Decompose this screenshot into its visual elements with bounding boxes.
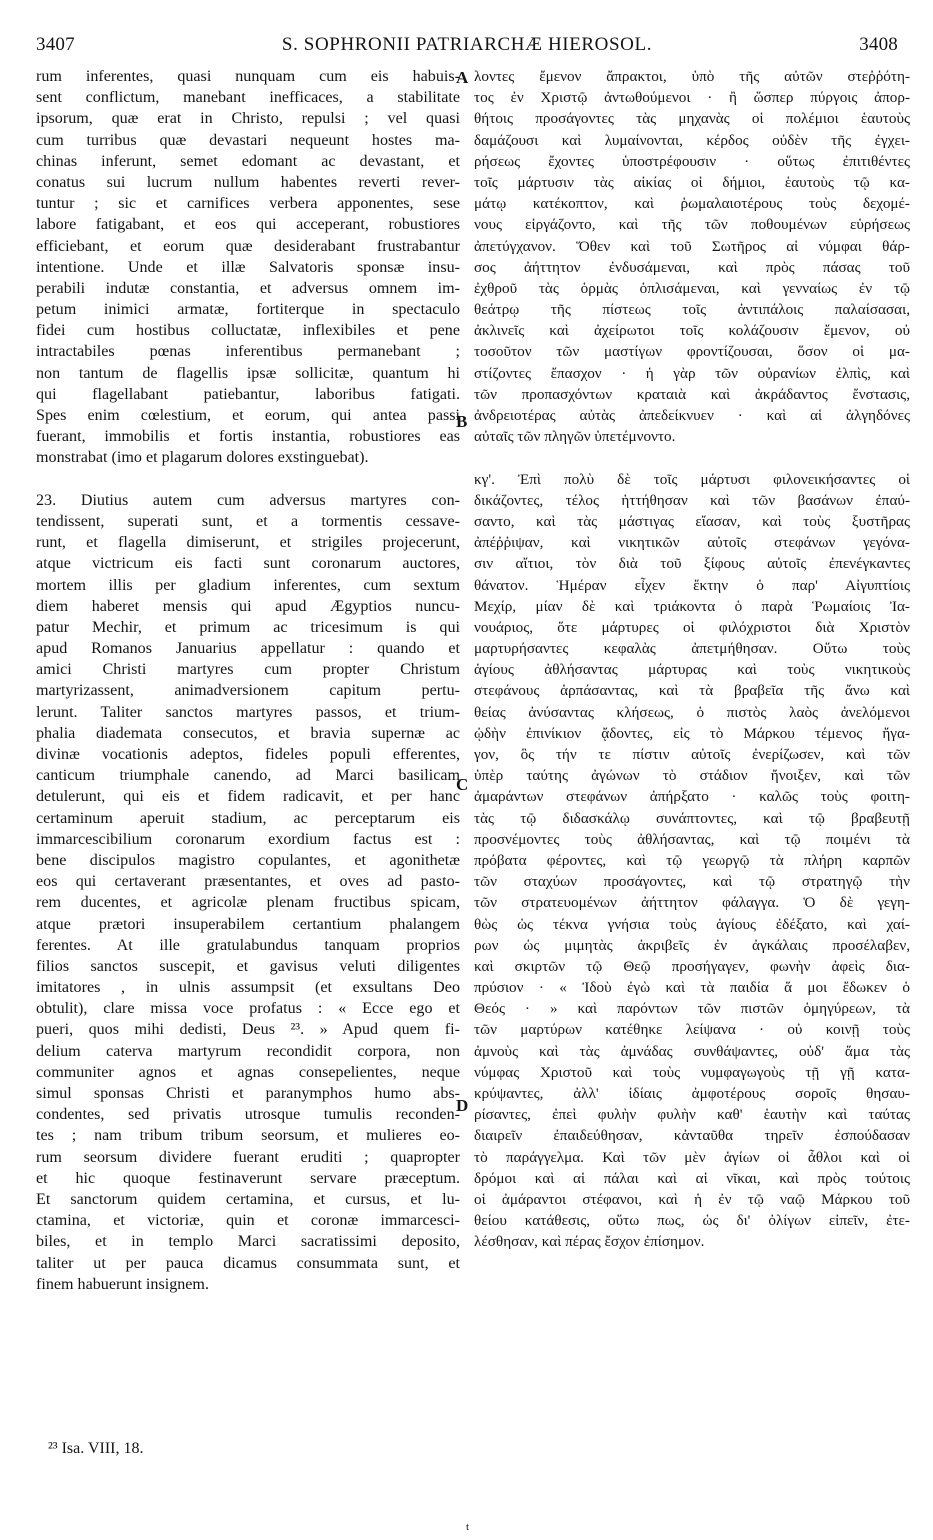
latin-text-line: taliter ut per pauca dicamus consummata sunt, et xyxy=(36,1254,460,1272)
greek-text-line: ρήσεως ἔχοντες ὑποστρέφουσιν · οὕτως ἐπιτιθέντες xyxy=(474,152,910,170)
latin-text-line: diem haberet mensis qui apud Ægyptios nuncu- xyxy=(36,597,460,615)
greek-text-line: ἀπετύγχανον. Ὅθεν καὶ τοῦ Σωτῆρος αἱ νύμφαι θάρ- xyxy=(474,237,910,255)
running-title: S. SOPHRONII PATRIARCHÆ HIEROSOL. xyxy=(281,34,653,55)
greek-text-line: τῶν μαρτύρων κατέθηκε λείψανα · οὐ κοινῇ τοὺς xyxy=(474,1021,910,1039)
latin-text-line: Et sanctorum quidem certamina, et cursus, et lu- xyxy=(36,1190,460,1208)
latin-text-line: martyrizassent, animadversionem capitum pertu- xyxy=(36,682,460,700)
latin-text-line: chinas inferunt, semet edomant ac devastant, et xyxy=(36,152,460,170)
greek-text-line: πρόβατα φέροντες, καὶ τῷ γεωργῷ τὰ πλήρη καρπῶν xyxy=(474,851,910,869)
greek-text-line: ἁγίους ἀθλήσαντας μάρτυρας καὶ τοὺς νικητικοὺς xyxy=(474,661,910,679)
latin-text-line: filios sanctos suscepit, et gavisus veluti diligentes xyxy=(36,957,460,975)
latin-text-line: efficiebant, et eorum quæ desiderabant frustrabantur xyxy=(36,237,460,255)
margin-marker-c: C xyxy=(456,775,469,794)
greek-text-line: ἀμαράντων στεφάνων ἀπήρξατο · καλῶς τοὺς φοιτη- xyxy=(474,788,910,806)
latin-text-line: rum inferentes, quasi nunquam cum eis habuis- xyxy=(36,68,460,85)
greek-text-line: σιν αἴτιοι, τὸν διὰ τοῦ ξίφους αὐτοῖς ἐπενέγκαντες xyxy=(474,555,910,573)
greek-text-line: διαιρεῖν ἐπαιδεύθησαν, κἀνταῦθα τηρεῖν ἐσπούδασαν xyxy=(474,1127,910,1145)
latin-text-line: cum turribus quæ devastari nequeunt hostes ma- xyxy=(36,131,460,149)
greek-text-line: στίζοντες ἔπασχον · ἡ γὰρ τῶν οὐρανίων ἐλπὶς, καὶ xyxy=(474,364,910,382)
greek-text-line: σος ἀήττητον ἐνδυσάμεναι, καὶ πρὸς πάσας τοῦ xyxy=(474,258,910,276)
latin-text-line: imitatores , in ulnis assumpsit (et exsultans Deo xyxy=(36,979,460,997)
greek-text-line: τῶν σταχύων προσάγοντες, καὶ τῷ στρατηγῷ τὴν xyxy=(474,873,910,891)
latin-text-line: mortem illis per gladium inferentes, cum sextum xyxy=(36,576,460,594)
greek-text-line: οἱ ἀμάραντοι στέφανοι, καὶ ἡ ἐν τῷ ναῷ Μάρκου τοῦ xyxy=(474,1190,910,1208)
latin-text-line: divinæ vocationis adeptos, fideles populi efferentes, xyxy=(36,746,460,763)
greek-text-line: καὶ σκιρτῶν τῷ Θεῷ προσήγαγεν, φωνὴν ἀφεὶς δια- xyxy=(474,957,910,975)
latin-text-line: finem habuerunt insignem. xyxy=(36,1275,209,1293)
latin-text-line: phalia diademata consecutos, et bravia supernæ ac xyxy=(36,724,460,742)
page-number-left: 3407 xyxy=(36,34,75,55)
greek-text-line: ἀνδρειοτέρας αὐτὰς ἀπεδείκνυεν · καὶ αἱ ἀλγηδόνες xyxy=(474,407,910,424)
latin-text-line: patur Mechir, et primum ac tricesimum is qui xyxy=(36,618,460,636)
greek-text-line: τοῖς μάρτυσιν τὰς αἰκίας οἱ δήμιοι, ἑαυτοὺς τῷ κα- xyxy=(474,173,910,191)
greek-text-line: ἀμνοὺς καὶ τὰς ἀμνάδας συνθάψαντες, οὐδ' ἅμα τὰς xyxy=(474,1042,910,1060)
latin-text-line: rum seorsum dividere fuerant eruditi ; quapropter xyxy=(36,1148,460,1166)
greek-text-line: προσνέμοντες τοὺς ἀθλήσαντας, καὶ τῷ ποιμένι τὰ xyxy=(474,830,910,848)
latin-text-line: runt, et flagella dimiserunt, et strigiles projecerunt, xyxy=(36,534,460,552)
greek-text-line: στεφάνους ἁρπάσαντας, καὶ τὰ βραβεῖα τῆς ἄνω καὶ xyxy=(474,682,910,700)
latin-text-line: rem ducentes, et agricolæ plenam fructibus spicam, xyxy=(36,894,460,912)
greek-text-line: νουάριος, ὅτε μάρτυρες οἱ φιλόχριστοι διὰ Χριστὸν xyxy=(474,618,910,636)
greek-text-line: κρύψαντες, ἀλλ' ἰδίαις ἀμφοτέρους σοροῖς θησαυ- xyxy=(474,1085,910,1102)
latin-text-line: obtulit), clare missa voce profatus : « Ecce ego et xyxy=(36,1000,460,1018)
latin-text-line: communiter agnos et agnas consepelientes, neque xyxy=(36,1063,460,1081)
paragraph-gap xyxy=(36,469,460,490)
margin-marker-d: D xyxy=(456,1096,469,1115)
greek-text-line: νύμφας Χριστοῦ καὶ τοὺς νυμφαγωγοὺς τῇ γῇ κατα- xyxy=(474,1063,910,1081)
greek-text-line: κγ'. Ἐπὶ πολὺ δὲ τοῖς μάρτυσι φιλονεικήσαντες οἱ xyxy=(474,470,910,488)
greek-text-line: δρόμοι καὶ αἱ πάλαι καὶ αἱ νῖκαι, καὶ πρὸς τούτοις xyxy=(474,1169,910,1187)
greek-text-line: Θεός · » καὶ παρόντων τῶν πιστῶν ὁμηγύρεων, τὰ xyxy=(474,1000,910,1018)
margin-marker-a: A xyxy=(456,68,469,87)
latin-text-line: 23. Diutius autem cum adversus martyres con- xyxy=(36,491,460,509)
latin-text-line: intractabiles pœnas inferentibus permanebant ; xyxy=(36,343,460,361)
latin-text-line: detulerunt, qui eis et fidem radicavit, et per hanc xyxy=(36,788,460,806)
latin-text-line: condentes, sed privatis utrosque tumulis reconden- xyxy=(36,1106,460,1124)
latin-text-line: apud Romanos Januarius appellatur : quando et xyxy=(36,640,460,658)
latin-text-line: fidei cum hostibus colluctatæ, inflexibiles et pene xyxy=(36,322,460,340)
greek-text-line: πρύσιον · « Ἰδοὺ ἐγὼ καὶ τὰ παιδία ἅ μοι ἔδωκεν ὁ xyxy=(474,979,910,997)
greek-text-line: τος ἐν Χριστῷ ἀντωθούμενοι · ἢ ὥσπερ πύργοις ἀπορ- xyxy=(474,89,910,107)
greek-text-line: ὑπὲρ ταύτης ἀγώνων τὸ στάδιον ἤνοιξεν, καὶ τῶν xyxy=(474,767,910,785)
latin-text-line: simul sponsas Christi et paranymphos humo abs- xyxy=(36,1085,460,1102)
latin-text-line: Spes enim cœlestium, et eorum, qui antea passi xyxy=(36,407,460,424)
greek-text-line: ρίσαντες, ἐπεὶ φυλὴν φυλὴν καθ' ἑαυτὴν καὶ ταύτας xyxy=(474,1106,910,1124)
greek-text-line: Μεχίρ, μίαν δὲ καὶ τριάκοντα ὁ παρὰ Ῥωμαίοις Ἰα- xyxy=(474,597,910,615)
latin-text-line: labore fatigabant, et eos qui acceperant, robustiores xyxy=(36,216,460,234)
latin-text-line: amici Christi martyres cum propter Christum xyxy=(36,661,460,679)
footnote: ²³ Isa. VIII, 18. xyxy=(48,1440,144,1457)
latin-text-line: fuerant, immobilis et fortis instantia, robustiores eas xyxy=(36,428,460,446)
latin-text-line: atque prætori insuperabilem certantium phalangem xyxy=(36,915,460,933)
greek-text-line: θείου κατάθεσις, οὕτω πως, ὡς δι' ὀλίγων εἰπεῖν, ἐτε- xyxy=(474,1212,910,1230)
latin-text-line: intentione. Unde et illæ Salvatoris sponsæ insu- xyxy=(36,258,460,276)
margin-marker-b: B xyxy=(456,412,468,431)
latin-text-line: sent conflictum, manebant inefficaces, a stabilitate xyxy=(36,89,460,107)
latin-text-line: perabili indutæ constantia, et adversus omnem im- xyxy=(36,279,460,297)
stray-mark: t xyxy=(466,1521,470,1533)
greek-text-line: ᾠδὴν ἐπινίκιον ᾄδοντες, εἰς τὸ Μάρκου τέμενος ἤγα- xyxy=(474,724,910,742)
greek-text-line: ἐχθροῦ τὰς ὁρμὰς ὁπλισάμεναι, καὶ γενναίως ἐν τῷ xyxy=(474,279,910,297)
greek-column xyxy=(474,66,910,1253)
greek-text-line: θήτοις προσάγοντες τὰς μηχανὰς οἱ πολέμιοι ἑαυτοὺς xyxy=(474,110,910,128)
latin-text-line: delium caterva martyrum recondidit corpora, non xyxy=(36,1042,460,1060)
greek-text-line: ἀκλινεῖς καὶ ἀχείρωτοι τοῖς κολάζουσιν ἔμενον, οὐ xyxy=(474,322,910,340)
greek-text-line: τῶν προπασχόντων κραταιὰ καὶ ἀκράδαντος ἔνστασις, xyxy=(474,385,910,403)
greek-text-line: ρων ὡς μιμητὰς ἀκριβεῖς ἐν ἀγκάλαις προσέλαβεν, xyxy=(474,936,910,954)
greek-text-line: δικάζοντες, τέλος ἡττήθησαν καὶ τῶν βασάνων ἐπαύ- xyxy=(474,491,910,509)
latin-text-line: immarcescibilium coronarum exordium factus est : xyxy=(36,830,460,848)
latin-text-line: lerunt. Taliter sanctos martyres passos, et trium- xyxy=(36,703,460,721)
greek-text-line: μάτῳ κατέκοπτον, καὶ ῥωμαλαιοτέρους τοὺς δεχομέ- xyxy=(474,195,910,213)
greek-text-line: τὰς τῷ διδασκάλῳ συνάπτοντες, καὶ τῷ βραβευτῇ xyxy=(474,809,910,827)
running-header xyxy=(36,34,898,60)
greek-text-line: δαμάζουσι καὶ λυμαίνονται, κέρδος οὐδὲν τῆς ἐγχει- xyxy=(474,131,910,149)
greek-text-line: γον, ὃς τήν τε πίστιν αὐτοῖς ἐνερίζωσεν, καὶ τῶν xyxy=(474,746,910,763)
latin-text-line: ctamina, et victoriæ, quin et coronæ immarcesci- xyxy=(36,1212,460,1230)
greek-text-line: θάνατον. Ἡμέραν εἶχεν ἕκτην ὁ παρ' Αἰγυπτίοις xyxy=(474,576,910,594)
greek-text-line: τοσοῦτον τῶν μαστίγων φροντίζουσαι, ὅσον οἱ μα- xyxy=(474,343,910,361)
latin-text-line: biles, et in templo Marci sacratissimi deposito, xyxy=(36,1233,460,1251)
greek-text-line: σαντο, καὶ τὰς μάστιγας εἴασαν, καὶ τοὺς ξυστῆρας xyxy=(474,512,910,530)
latin-text-line: petum inimici armatæ, fortiterque in spectaculo xyxy=(36,301,460,319)
latin-column xyxy=(36,66,460,1295)
paragraph-gap xyxy=(474,447,910,468)
greek-text-line: τὸ παράγγελμα. Καὶ τῶν μὲν ἁγίων οἱ ἆθλοι καὶ οἱ xyxy=(474,1148,910,1166)
greek-text-line: νους εἰργάζοντο, καὶ τῆς τῶν ποθουμένων εὑρήσεως xyxy=(474,216,910,234)
latin-text-line: ipsorum, quæ erat in Christo, repulsi ; vel quasi xyxy=(36,110,460,128)
latin-text-line: pueri, quos mihi dedisti, Deus ²³. » Apud quem fi- xyxy=(36,1021,460,1039)
greek-text-line: μαρτυρήσαντες κεφαλὰς ἀπετμήθησαν. Οὕτω τοὺς xyxy=(474,640,910,658)
latin-text-line: canticum triumphale canendo, ad Marci basilicam xyxy=(36,767,460,785)
latin-text-line: qui flagellabant patiebantur, laboribus fatigati. xyxy=(36,385,460,403)
latin-text-line: eos qui certaverant præsentantes, et oves ad pasto- xyxy=(36,873,460,891)
latin-text-line: ferentes. At ille gratulabundus tanquam proprios xyxy=(36,936,460,954)
latin-text-line: conatus sui lucrum nullum habentes reverti rever- xyxy=(36,173,460,191)
latin-text-line: tendissent, superati sunt, et a tormentis cessave- xyxy=(36,512,460,530)
page-number-right: 3408 xyxy=(859,34,898,55)
latin-text-line: tes ; nam tribum tribum seorsum, et mulieres eo- xyxy=(36,1127,460,1145)
greek-text-line: θεάτρῳ τῆς πίστεως τοῖς ἀντιπάλοις παλαίσασαι, xyxy=(474,301,910,319)
greek-text-line: θὼς ὡς τέκνα γνήσια τοὺς ἁγίους ἐδέξατο, καὶ χαί- xyxy=(474,915,910,933)
greek-text-line: τῶν στρατευομένων ἀήττητον φάλαγγα. Ὁ δὲ γεγη- xyxy=(474,894,910,912)
latin-text-line: atque victricum eis facti sunt coronarum auctores, xyxy=(36,555,460,573)
latin-text-line: et hic quoque festinaverunt servare præceptum. xyxy=(36,1169,460,1187)
latin-text-line: tuntur ; sic et carnifices verbera apponentes, sese xyxy=(36,195,460,213)
latin-text-line: certaminum aperuit stadium, ac perceptarum eis xyxy=(36,809,460,827)
greek-text-line: ἀπέῤῥιψαν, καὶ νικητικῶν αὐτοῖς στεφάνων γεγόνα- xyxy=(474,534,910,552)
greek-text-line: λοντες ἔμενον ἄπρακτοι, ὑπὸ τῆς αὐτῶν στεῤῥότη- xyxy=(474,68,910,85)
latin-text-line: monstrabat (imo et plagarum dolores exstinguebat). xyxy=(36,449,369,467)
greek-text-line: λέσθησαν, καὶ πέρας ἔσχον ἐπίσημον. xyxy=(474,1233,705,1251)
greek-text-line: αὐταῖς τῶν πληγῶν ὑπετέμνοντο. xyxy=(474,428,676,446)
latin-text-line: non tantum de flagellis ipsæ sollicitæ, quantum hi xyxy=(36,364,460,382)
greek-text-line: θείας ἀνύσαντας κλήσεως, ὁ πιστὸς λαὸς ἀνελόμενοι xyxy=(474,703,910,721)
latin-text-line: bene discipulos magistro copulantes, et agonithetæ xyxy=(36,851,460,869)
